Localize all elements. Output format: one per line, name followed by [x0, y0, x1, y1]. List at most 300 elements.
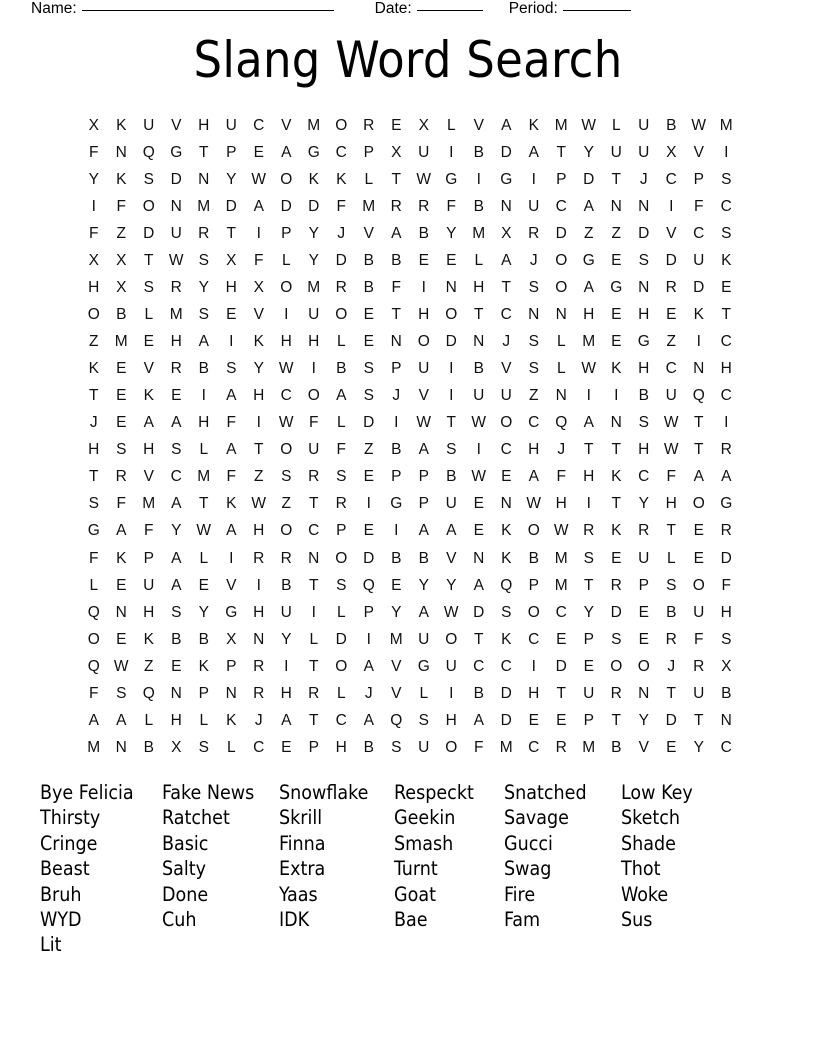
word-bank-item[interactable]: Thot [621, 857, 661, 881]
grid-letter-cell[interactable]: F [89, 684, 99, 702]
grid-letter-cell[interactable]: Z [254, 468, 264, 486]
grid-letter-cell[interactable]: S [528, 360, 539, 378]
grid-letter-cell[interactable]: A [391, 224, 402, 242]
grid-letter-cell[interactable]: K [693, 306, 704, 324]
grid-letter-cell[interactable]: P [143, 549, 154, 567]
grid-letter-cell[interactable]: O [692, 576, 705, 594]
grid-letter-cell[interactable]: J [254, 711, 263, 729]
grid-letter-cell[interactable]: P [391, 360, 402, 378]
grid-letter-cell[interactable]: W [471, 468, 487, 486]
grid-letter-cell[interactable]: Y [418, 576, 429, 594]
word-bank-item[interactable]: Bae [394, 908, 428, 932]
grid-letter-cell[interactable]: V [666, 224, 677, 242]
grid-letter-cell[interactable]: R [665, 630, 677, 648]
grid-letter-cell[interactable]: D [363, 549, 375, 567]
grid-letter-cell[interactable]: D [363, 414, 375, 432]
grid-letter-cell[interactable]: L [336, 333, 346, 351]
grid-letter-cell[interactable]: S [638, 414, 649, 432]
grid-letter-cell[interactable]: F [254, 252, 264, 269]
grid-letter-cell[interactable]: H [555, 495, 567, 513]
grid-letter-cell[interactable]: H [665, 495, 677, 513]
grid-letter-cell[interactable]: P [583, 711, 594, 729]
grid-letter-cell[interactable]: Q [142, 143, 155, 161]
grid-letter-cell[interactable]: O [280, 522, 293, 540]
grid-letter-cell[interactable]: I [229, 333, 234, 351]
grid-letter-cell[interactable]: H [445, 711, 457, 729]
grid-letter-cell[interactable]: I [284, 306, 289, 324]
grid-letter-cell[interactable]: E [666, 738, 677, 756]
word-bank-item[interactable]: Basic [162, 831, 209, 855]
grid-letter-cell[interactable]: W [251, 170, 267, 188]
grid-letter-cell[interactable]: S [638, 252, 649, 269]
grid-letter-cell[interactable]: L [336, 414, 346, 432]
grid-letter-cell[interactable]: T [694, 414, 704, 432]
grid-letter-cell[interactable]: S [583, 549, 594, 567]
grid-letter-cell[interactable]: B [281, 576, 292, 594]
grid-letter-cell[interactable]: O [555, 279, 568, 297]
word-bank-item[interactable]: Yaas [279, 882, 318, 906]
grid-letter-cell[interactable]: B [611, 738, 622, 756]
grid-letter-cell[interactable]: F [309, 414, 319, 432]
grid-letter-cell[interactable]: C [473, 657, 485, 675]
grid-letter-cell[interactable]: G [225, 603, 238, 621]
grid-letter-cell[interactable]: E [611, 333, 622, 351]
grid-letter-cell[interactable]: E [143, 333, 154, 351]
grid-letter-cell[interactable]: H [638, 306, 650, 324]
grid-letter-cell[interactable]: R [308, 468, 320, 486]
grid-letter-cell[interactable]: W [278, 360, 294, 378]
grid-letter-cell[interactable]: E [391, 576, 402, 594]
grid-letter-cell[interactable]: Y [583, 603, 594, 621]
grid-letter-cell[interactable]: N [610, 414, 622, 432]
grid-letter-cell[interactable]: L [419, 684, 429, 702]
grid-letter-cell[interactable]: A [116, 522, 127, 540]
grid-letter-cell[interactable]: N [555, 387, 567, 405]
grid-letter-cell[interactable]: Z [116, 224, 126, 242]
grid-letter-cell[interactable]: Y [226, 170, 237, 188]
grid-letter-cell[interactable]: A [583, 279, 594, 297]
grid-letter-cell[interactable]: K [501, 630, 512, 648]
grid-letter-cell[interactable]: E [611, 306, 622, 324]
grid-letter-cell[interactable]: P [418, 468, 429, 486]
grid-letter-cell[interactable]: I [476, 170, 481, 188]
grid-letter-cell[interactable]: C [638, 468, 650, 486]
grid-letter-cell[interactable]: U [528, 197, 540, 215]
grid-letter-cell[interactable]: D [280, 197, 292, 215]
grid-letter-cell[interactable]: F [226, 414, 236, 432]
grid-letter-cell[interactable]: J [502, 333, 511, 351]
grid-letter-cell[interactable]: E [446, 252, 457, 269]
grid-letter-cell[interactable]: H [335, 738, 347, 756]
grid-letter-cell[interactable]: C [500, 657, 512, 675]
grid-letter-cell[interactable]: F [116, 495, 126, 513]
grid-letter-cell[interactable]: I [614, 387, 619, 405]
grid-letter-cell[interactable]: S [198, 252, 209, 269]
grid-letter-cell[interactable]: F [116, 197, 126, 215]
grid-letter-cell[interactable]: U [693, 684, 705, 702]
grid-letter-cell[interactable]: Z [89, 333, 99, 351]
grid-letter-cell[interactable]: T [309, 711, 319, 729]
grid-letter-cell[interactable]: T [309, 576, 319, 594]
grid-letter-cell[interactable]: W [416, 170, 432, 188]
grid-letter-cell[interactable]: R [610, 684, 622, 702]
grid-letter-cell[interactable]: H [88, 279, 100, 297]
grid-letter-cell[interactable]: C [665, 170, 677, 188]
grid-letter-cell[interactable]: B [666, 603, 677, 621]
word-bank-item[interactable]: Smash [394, 831, 454, 855]
grid-letter-cell[interactable]: D [445, 333, 457, 351]
grid-letter-cell[interactable]: P [226, 657, 237, 675]
grid-letter-cell[interactable]: I [669, 197, 674, 215]
word-bank-item[interactable]: Turnt [394, 857, 438, 881]
grid-letter-cell[interactable]: Y [308, 224, 319, 242]
grid-letter-cell[interactable]: R [335, 495, 347, 513]
grid-letter-cell[interactable]: W [168, 252, 184, 269]
grid-letter-cell[interactable]: N [720, 711, 732, 729]
grid-letter-cell[interactable]: X [418, 116, 429, 134]
grid-letter-cell[interactable]: R [115, 468, 127, 486]
grid-letter-cell[interactable]: O [637, 657, 650, 675]
grid-letter-cell[interactable]: P [528, 576, 539, 594]
word-bank-item[interactable]: Fam [504, 908, 541, 932]
grid-letter-cell[interactable]: I [449, 360, 454, 378]
grid-letter-cell[interactable]: U [170, 224, 182, 242]
grid-letter-cell[interactable]: L [336, 684, 346, 702]
grid-letter-cell[interactable]: P [583, 630, 594, 648]
grid-letter-cell[interactable]: T [611, 170, 621, 188]
grid-letter-cell[interactable]: T [199, 143, 209, 161]
grid-letter-cell[interactable]: E [198, 576, 209, 594]
grid-letter-cell[interactable]: E [611, 252, 622, 269]
grid-letter-cell[interactable]: K [116, 170, 127, 188]
grid-letter-cell[interactable]: M [197, 197, 211, 215]
grid-letter-cell[interactable]: V [363, 224, 374, 242]
grid-letter-cell[interactable]: C [335, 143, 347, 161]
grid-letter-cell[interactable]: I [91, 197, 96, 215]
grid-letter-cell[interactable]: A [88, 711, 99, 729]
grid-letter-cell[interactable]: W [581, 116, 597, 134]
grid-letter-cell[interactable]: I [366, 630, 371, 648]
grid-letter-cell[interactable]: E [116, 387, 127, 405]
grid-letter-cell[interactable]: F [556, 468, 566, 486]
grid-letter-cell[interactable]: A [363, 711, 374, 729]
grid-letter-cell[interactable]: E [281, 738, 292, 756]
grid-letter-cell[interactable]: U [693, 603, 705, 621]
word-bank-item[interactable]: Sus [621, 908, 653, 932]
grid-letter-cell[interactable]: U [418, 360, 430, 378]
grid-letter-cell[interactable]: L [281, 252, 291, 269]
grid-letter-cell[interactable]: Z [364, 441, 374, 459]
grid-letter-cell[interactable]: I [531, 170, 536, 188]
grid-letter-cell[interactable]: X [116, 252, 127, 269]
grid-letter-cell[interactable]: T [391, 306, 401, 324]
grid-letter-cell[interactable]: P [226, 143, 237, 161]
grid-letter-cell[interactable]: J [667, 657, 676, 675]
grid-letter-cell[interactable]: F [391, 279, 401, 297]
grid-letter-cell[interactable]: C [528, 414, 540, 432]
grid-letter-cell[interactable]: K [143, 630, 154, 648]
grid-letter-cell[interactable]: W [581, 360, 597, 378]
grid-letter-cell[interactable]: A [473, 711, 484, 729]
grid-letter-cell[interactable]: B [336, 360, 347, 378]
grid-letter-cell[interactable]: F [694, 630, 704, 648]
grid-letter-cell[interactable]: B [198, 630, 209, 648]
grid-letter-cell[interactable]: Q [500, 576, 513, 594]
grid-letter-cell[interactable]: D [693, 279, 705, 297]
grid-letter-cell[interactable]: X [116, 279, 127, 297]
grid-letter-cell[interactable]: N [198, 170, 210, 188]
grid-letter-cell[interactable]: S [171, 441, 182, 459]
grid-letter-cell[interactable]: H [198, 414, 210, 432]
grid-letter-cell[interactable]: R [253, 657, 265, 675]
grid-letter-cell[interactable]: J [557, 441, 566, 459]
grid-letter-cell[interactable]: Y [446, 576, 457, 594]
grid-letter-cell[interactable]: H [225, 279, 237, 297]
grid-letter-cell[interactable]: Z [529, 387, 539, 405]
grid-letter-cell[interactable]: B [473, 143, 484, 161]
grid-letter-cell[interactable]: G [87, 522, 100, 540]
grid-letter-cell[interactable]: X [226, 252, 237, 269]
grid-letter-cell[interactable]: E [226, 306, 237, 324]
grid-letter-cell[interactable]: O [445, 630, 458, 648]
grid-letter-cell[interactable]: I [724, 414, 729, 432]
grid-letter-cell[interactable]: G [610, 279, 623, 297]
grid-letter-cell[interactable]: V [473, 116, 484, 134]
grid-letter-cell[interactable]: L [199, 441, 209, 459]
grid-letter-cell[interactable]: H [308, 333, 320, 351]
grid-letter-cell[interactable]: V [171, 116, 182, 134]
grid-letter-cell[interactable]: L [611, 116, 621, 134]
grid-letter-cell[interactable]: H [638, 360, 650, 378]
grid-letter-cell[interactable]: N [308, 549, 320, 567]
grid-letter-cell[interactable]: T [226, 224, 236, 242]
grid-letter-cell[interactable]: Q [390, 711, 403, 729]
grid-letter-cell[interactable]: P [638, 576, 649, 594]
grid-letter-cell[interactable]: Y [308, 252, 319, 269]
grid-letter-cell[interactable]: F [446, 197, 456, 215]
grid-letter-cell[interactable]: E [116, 630, 127, 648]
grid-letter-cell[interactable]: X [253, 279, 264, 297]
grid-letter-cell[interactable]: W [471, 414, 487, 432]
grid-letter-cell[interactable]: D [335, 630, 347, 648]
grid-letter-cell[interactable]: K [116, 549, 127, 567]
grid-letter-cell[interactable]: H [280, 684, 292, 702]
word-bank-item[interactable]: Goat [394, 882, 436, 906]
grid-letter-cell[interactable]: S [666, 576, 677, 594]
grid-letter-cell[interactable]: Q [142, 684, 155, 702]
grid-letter-cell[interactable]: A [418, 603, 429, 621]
grid-letter-cell[interactable]: O [307, 387, 320, 405]
grid-letter-cell[interactable]: Y [198, 279, 209, 297]
grid-letter-cell[interactable]: E [501, 468, 512, 486]
grid-letter-cell[interactable]: U [225, 116, 237, 134]
grid-letter-cell[interactable]: M [582, 738, 596, 756]
grid-letter-cell[interactable]: R [253, 684, 265, 702]
grid-letter-cell[interactable]: X [721, 657, 732, 675]
grid-letter-cell[interactable]: D [308, 197, 320, 215]
grid-letter-cell[interactable]: R [418, 197, 430, 215]
grid-letter-cell[interactable]: V [253, 306, 264, 324]
grid-letter-cell[interactable]: S [198, 306, 209, 324]
grid-letter-cell[interactable]: D [225, 197, 237, 215]
grid-letter-cell[interactable]: C [720, 333, 732, 351]
grid-letter-cell[interactable]: E [116, 414, 127, 432]
grid-letter-cell[interactable]: S [528, 333, 539, 351]
grid-letter-cell[interactable]: U [638, 143, 650, 161]
grid-letter-cell[interactable]: S [143, 279, 154, 297]
grid-letter-cell[interactable]: C [720, 738, 732, 756]
grid-letter-cell[interactable]: A [226, 522, 237, 540]
grid-letter-cell[interactable]: C [500, 441, 512, 459]
grid-letter-cell[interactable]: F [144, 522, 154, 540]
grid-letter-cell[interactable]: J [89, 414, 98, 432]
grid-letter-cell[interactable]: V [281, 116, 292, 134]
grid-letter-cell[interactable]: D [610, 603, 622, 621]
grid-letter-cell[interactable]: S [336, 468, 347, 486]
grid-letter-cell[interactable]: C [308, 522, 320, 540]
grid-letter-cell[interactable]: B [446, 468, 457, 486]
grid-letter-cell[interactable]: M [582, 333, 596, 351]
grid-letter-cell[interactable]: K [611, 522, 622, 540]
grid-letter-cell[interactable]: U [693, 252, 705, 269]
grid-letter-cell[interactable]: E [171, 387, 182, 405]
grid-letter-cell[interactable]: V [693, 143, 704, 161]
grid-letter-cell[interactable]: Z [281, 495, 291, 513]
grid-letter-cell[interactable]: E [556, 630, 567, 648]
grid-letter-cell[interactable]: Z [584, 224, 594, 242]
grid-letter-cell[interactable]: J [337, 224, 346, 242]
grid-letter-cell[interactable]: I [256, 576, 261, 594]
grid-letter-cell[interactable]: K [198, 657, 209, 675]
grid-letter-cell[interactable]: S [363, 387, 374, 405]
grid-letter-cell[interactable]: A [336, 387, 347, 405]
grid-letter-cell[interactable]: G [582, 252, 595, 269]
grid-letter-cell[interactable]: E [693, 522, 704, 540]
grid-letter-cell[interactable]: W [553, 522, 569, 540]
grid-letter-cell[interactable]: O [280, 441, 293, 459]
grid-letter-cell[interactable]: B [391, 252, 402, 269]
grid-letter-cell[interactable]: B [143, 738, 154, 756]
grid-letter-cell[interactable]: G [637, 333, 650, 351]
grid-letter-cell[interactable]: F [89, 549, 99, 567]
grid-letter-cell[interactable]: H [143, 441, 155, 459]
grid-letter-cell[interactable]: R [170, 279, 182, 297]
grid-letter-cell[interactable]: A [171, 414, 182, 432]
grid-letter-cell[interactable]: Q [87, 603, 100, 621]
grid-letter-cell[interactable]: U [308, 441, 320, 459]
grid-letter-cell[interactable]: D [583, 170, 595, 188]
word-bank-item[interactable]: Ratchet [162, 806, 230, 830]
grid-letter-cell[interactable]: P [418, 495, 429, 513]
grid-letter-cell[interactable]: X [666, 143, 677, 161]
grid-letter-cell[interactable]: A [253, 197, 264, 215]
grid-letter-cell[interactable]: F [336, 441, 346, 459]
grid-letter-cell[interactable]: M [307, 116, 321, 134]
grid-letter-cell[interactable]: U [308, 306, 320, 324]
grid-letter-cell[interactable]: I [531, 657, 536, 675]
grid-letter-cell[interactable]: T [694, 711, 704, 729]
grid-letter-cell[interactable]: R [720, 522, 732, 540]
grid-letter-cell[interactable]: R [638, 522, 650, 540]
word-bank-item[interactable]: Extra [279, 857, 326, 881]
grid-letter-cell[interactable]: L [89, 576, 99, 594]
grid-letter-cell[interactable]: S [501, 603, 512, 621]
grid-letter-cell[interactable]: A [281, 143, 292, 161]
grid-letter-cell[interactable]: H [720, 360, 732, 378]
grid-letter-cell[interactable]: F [89, 224, 99, 242]
grid-letter-cell[interactable]: H [198, 116, 210, 134]
grid-letter-cell[interactable]: O [87, 306, 100, 324]
grid-letter-cell[interactable]: W [278, 414, 294, 432]
grid-letter-cell[interactable]: H [583, 468, 595, 486]
grid-letter-cell[interactable]: N [473, 333, 485, 351]
grid-letter-cell[interactable]: Z [144, 657, 154, 675]
grid-letter-cell[interactable]: A [198, 333, 209, 351]
word-bank-item[interactable]: Geekin [394, 806, 456, 830]
grid-letter-cell[interactable]: W [526, 495, 542, 513]
grid-letter-cell[interactable]: D [143, 224, 155, 242]
grid-letter-cell[interactable]: A [446, 522, 457, 540]
word-bank-item[interactable]: Fake News [162, 781, 255, 804]
grid-letter-cell[interactable]: A [143, 414, 154, 432]
grid-letter-cell[interactable]: H [528, 441, 540, 459]
grid-letter-cell[interactable]: M [307, 279, 321, 297]
grid-letter-cell[interactable]: L [556, 360, 566, 378]
grid-letter-cell[interactable]: D [473, 603, 485, 621]
grid-letter-cell[interactable]: B [391, 441, 402, 459]
grid-letter-cell[interactable]: L [226, 738, 236, 756]
grid-letter-cell[interactable]: B [721, 684, 732, 702]
grid-letter-cell[interactable]: L [309, 630, 319, 648]
grid-letter-cell[interactable]: B [198, 360, 209, 378]
word-bank-item[interactable]: Skrill [279, 806, 323, 830]
grid-letter-cell[interactable]: C [720, 387, 732, 405]
grid-letter-cell[interactable]: I [284, 657, 289, 675]
word-bank-item[interactable]: Shade [621, 831, 676, 855]
grid-letter-cell[interactable]: Y [171, 522, 182, 540]
grid-letter-cell[interactable]: M [499, 738, 513, 756]
word-bank-item[interactable]: Gucci [504, 831, 553, 855]
grid-letter-cell[interactable]: T [309, 657, 319, 675]
grid-letter-cell[interactable]: C [665, 360, 677, 378]
grid-letter-cell[interactable]: G [170, 143, 183, 161]
grid-letter-cell[interactable]: J [392, 387, 401, 405]
grid-letter-cell[interactable]: E [418, 252, 429, 269]
grid-letter-cell[interactable]: T [584, 441, 594, 459]
grid-letter-cell[interactable]: I [586, 495, 591, 513]
grid-letter-cell[interactable]: A [693, 468, 704, 486]
grid-letter-cell[interactable]: D [665, 711, 677, 729]
word-bank-item[interactable]: Done [162, 882, 209, 906]
grid-letter-cell[interactable]: E [693, 549, 704, 567]
grid-letter-cell[interactable]: N [170, 684, 182, 702]
grid-letter-cell[interactable]: C [253, 116, 265, 134]
grid-letter-cell[interactable]: I [421, 279, 426, 297]
grid-letter-cell[interactable]: T [556, 143, 566, 161]
grid-letter-cell[interactable]: S [363, 360, 374, 378]
grid-letter-cell[interactable]: B [666, 116, 677, 134]
grid-letter-cell[interactable]: B [473, 684, 484, 702]
grid-letter-cell[interactable]: B [363, 252, 374, 269]
grid-letter-cell[interactable]: X [391, 143, 402, 161]
grid-letter-cell[interactable]: R [280, 549, 292, 567]
grid-letter-cell[interactable]: D [500, 143, 512, 161]
grid-letter-cell[interactable]: Y [583, 143, 594, 161]
grid-letter-cell[interactable]: E [583, 657, 594, 675]
grid-letter-cell[interactable]: O [555, 252, 568, 269]
grid-letter-cell[interactable]: N [115, 738, 127, 756]
grid-letter-cell[interactable]: R [528, 224, 540, 242]
